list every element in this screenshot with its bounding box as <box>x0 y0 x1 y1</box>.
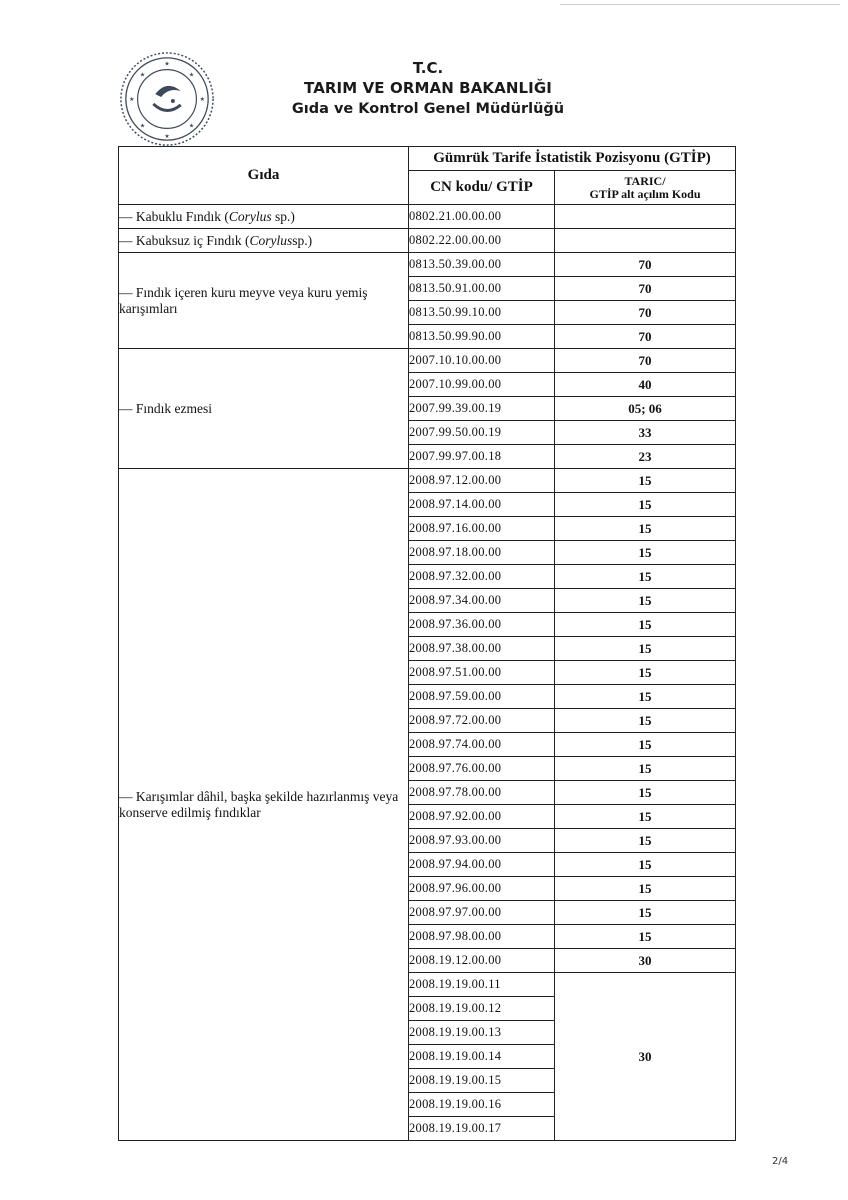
column-header-taric <box>555 171 736 205</box>
taric-code: 70 <box>555 301 736 325</box>
taric-code: 15 <box>555 829 736 853</box>
cn-code: 2007.99.39.00.19 <box>409 397 555 421</box>
taric-code: 15 <box>555 661 736 685</box>
cn-code: 2008.97.76.00.00 <box>409 757 555 781</box>
cn-code: 2008.97.74.00.00 <box>409 733 555 757</box>
taric-code: 70 <box>555 253 736 277</box>
scientific-name: Corylus <box>249 232 293 248</box>
taric-code: 23 <box>555 445 736 469</box>
taric-code: 30 <box>555 949 736 973</box>
cn-code: 2008.97.94.00.00 <box>409 853 555 877</box>
directorate-name: Gıda ve Kontrol Genel Müdürlüğü <box>291 101 565 117</box>
food-name: — Kabuklu Fındık (Corylus sp.) <box>119 205 409 229</box>
taric-code: 15 <box>555 493 736 517</box>
cn-code: 2008.97.98.00.00 <box>409 925 555 949</box>
cn-code: 2008.97.12.00.00 <box>409 469 555 493</box>
cn-code: 0802.21.00.00.00 <box>409 205 555 229</box>
cn-code: 2008.19.19.00.15 <box>409 1069 555 1093</box>
taric-code: 70 <box>555 349 736 373</box>
column-header-cn: CN kodu/ GTİP <box>409 171 555 205</box>
table-row <box>119 205 736 229</box>
svg-text:★: ★ <box>164 61 170 68</box>
svg-text:★: ★ <box>139 72 146 79</box>
cn-code: 2008.97.18.00.00 <box>409 541 555 565</box>
cn-code: 0813.50.39.00.00 <box>409 253 555 277</box>
page-edge-line <box>560 4 840 5</box>
food-name: — Fındık ezmesi <box>119 349 409 469</box>
cn-code: 2008.19.12.00.00 <box>409 949 555 973</box>
taric-code: 15 <box>555 565 736 589</box>
taric-header-line-1: TARIC/ <box>624 173 666 188</box>
cn-code: 0813.50.99.90.00 <box>409 325 555 349</box>
cn-code: 2008.97.96.00.00 <box>409 877 555 901</box>
cn-code: 2008.97.38.00.00 <box>409 637 555 661</box>
taric-code: 15 <box>555 637 736 661</box>
cn-code: 2008.19.19.00.16 <box>409 1093 555 1117</box>
cn-code: 2007.10.99.00.00 <box>409 373 555 397</box>
cn-code: 2008.19.19.00.12 <box>409 997 555 1021</box>
cn-code: 2008.97.72.00.00 <box>409 709 555 733</box>
svg-text:★: ★ <box>188 72 195 79</box>
table-row <box>119 229 736 253</box>
cn-code: 2007.10.10.00.00 <box>409 349 555 373</box>
column-header-gida: Gıda <box>119 147 409 205</box>
cn-code: 2008.19.19.00.11 <box>409 973 555 997</box>
header-line-1: T.C. <box>412 59 444 77</box>
cn-code: 2008.97.97.00.00 <box>409 901 555 925</box>
ministry-seal-logo <box>118 50 216 148</box>
cn-code: 2007.99.50.00.19 <box>409 421 555 445</box>
cn-code: 2008.97.14.00.00 <box>409 493 555 517</box>
taric-code: 15 <box>555 517 736 541</box>
taric-code: 05; 06 <box>555 397 736 421</box>
taric-code: 15 <box>555 613 736 637</box>
taric-code: 30 <box>555 973 736 1141</box>
cn-code: 2008.97.51.00.00 <box>409 661 555 685</box>
svg-text:★: ★ <box>139 123 146 130</box>
taric-code: 15 <box>555 901 736 925</box>
cn-code: 2008.97.36.00.00 <box>409 613 555 637</box>
svg-text:★: ★ <box>188 123 195 130</box>
svg-text:★: ★ <box>129 96 135 103</box>
svg-text:★: ★ <box>164 134 170 141</box>
taric-code: 15 <box>555 541 736 565</box>
cn-code: 0813.50.99.10.00 <box>409 301 555 325</box>
ministry-name: TARIM VE ORMAN BAKANLIĞI <box>304 79 552 97</box>
taric-code: 15 <box>555 469 736 493</box>
cn-code: 2008.97.93.00.00 <box>409 829 555 853</box>
food-name: — Fındık içeren kuru meyve veya kuru yemiş karışımları <box>119 253 409 349</box>
taric-code: 15 <box>555 781 736 805</box>
cn-code: 0802.22.00.00.00 <box>409 229 555 253</box>
cn-code: 2008.97.34.00.00 <box>409 589 555 613</box>
column-header-gtip: Gümrük Tarife İstatistik Pozisyonu (GTİP) <box>409 147 736 171</box>
cn-code: 2007.99.97.00.18 <box>409 445 555 469</box>
cn-code: 2008.97.59.00.00 <box>409 685 555 709</box>
taric-code: 15 <box>555 685 736 709</box>
cn-code: 2008.97.78.00.00 <box>409 781 555 805</box>
taric-code: 15 <box>555 805 736 829</box>
food-name: — Kabuksuz iç Fındık (Corylussp.) <box>119 229 409 253</box>
table-row <box>119 349 736 373</box>
taric-code: 15 <box>555 589 736 613</box>
cn-code: 2008.19.19.00.17 <box>409 1117 555 1141</box>
table-row <box>119 253 736 277</box>
cn-code: 2008.19.19.00.14 <box>409 1045 555 1069</box>
taric-code: 15 <box>555 877 736 901</box>
food-name: — Karışımlar dâhil, başka şekilde hazırlanmış veya konserve edilmiş fındıklar <box>119 469 409 1141</box>
taric-code: 33 <box>555 421 736 445</box>
svg-text:★: ★ <box>199 96 205 103</box>
cn-code: 2008.19.19.00.13 <box>409 1021 555 1045</box>
table-row <box>119 469 736 493</box>
taric-code: 70 <box>555 325 736 349</box>
gtip-table <box>118 146 736 1141</box>
taric-header-line-2: GTİP alt açılım Kodu <box>589 186 701 201</box>
taric-code: 15 <box>555 925 736 949</box>
taric-code <box>555 205 736 229</box>
page-number: 2/4 <box>772 1156 789 1167</box>
table-body <box>119 205 736 1141</box>
taric-code: 15 <box>555 733 736 757</box>
cn-code: 0813.50.91.00.00 <box>409 277 555 301</box>
taric-code: 15 <box>555 853 736 877</box>
scientific-name: Corylus <box>228 208 272 224</box>
taric-code: 15 <box>555 757 736 781</box>
taric-code: 40 <box>555 373 736 397</box>
taric-code <box>555 229 736 253</box>
taric-code: 15 <box>555 709 736 733</box>
letterhead <box>118 50 598 150</box>
cn-code: 2008.97.16.00.00 <box>409 517 555 541</box>
cn-code: 2008.97.92.00.00 <box>409 805 555 829</box>
cn-code: 2008.97.32.00.00 <box>409 565 555 589</box>
taric-code: 70 <box>555 277 736 301</box>
